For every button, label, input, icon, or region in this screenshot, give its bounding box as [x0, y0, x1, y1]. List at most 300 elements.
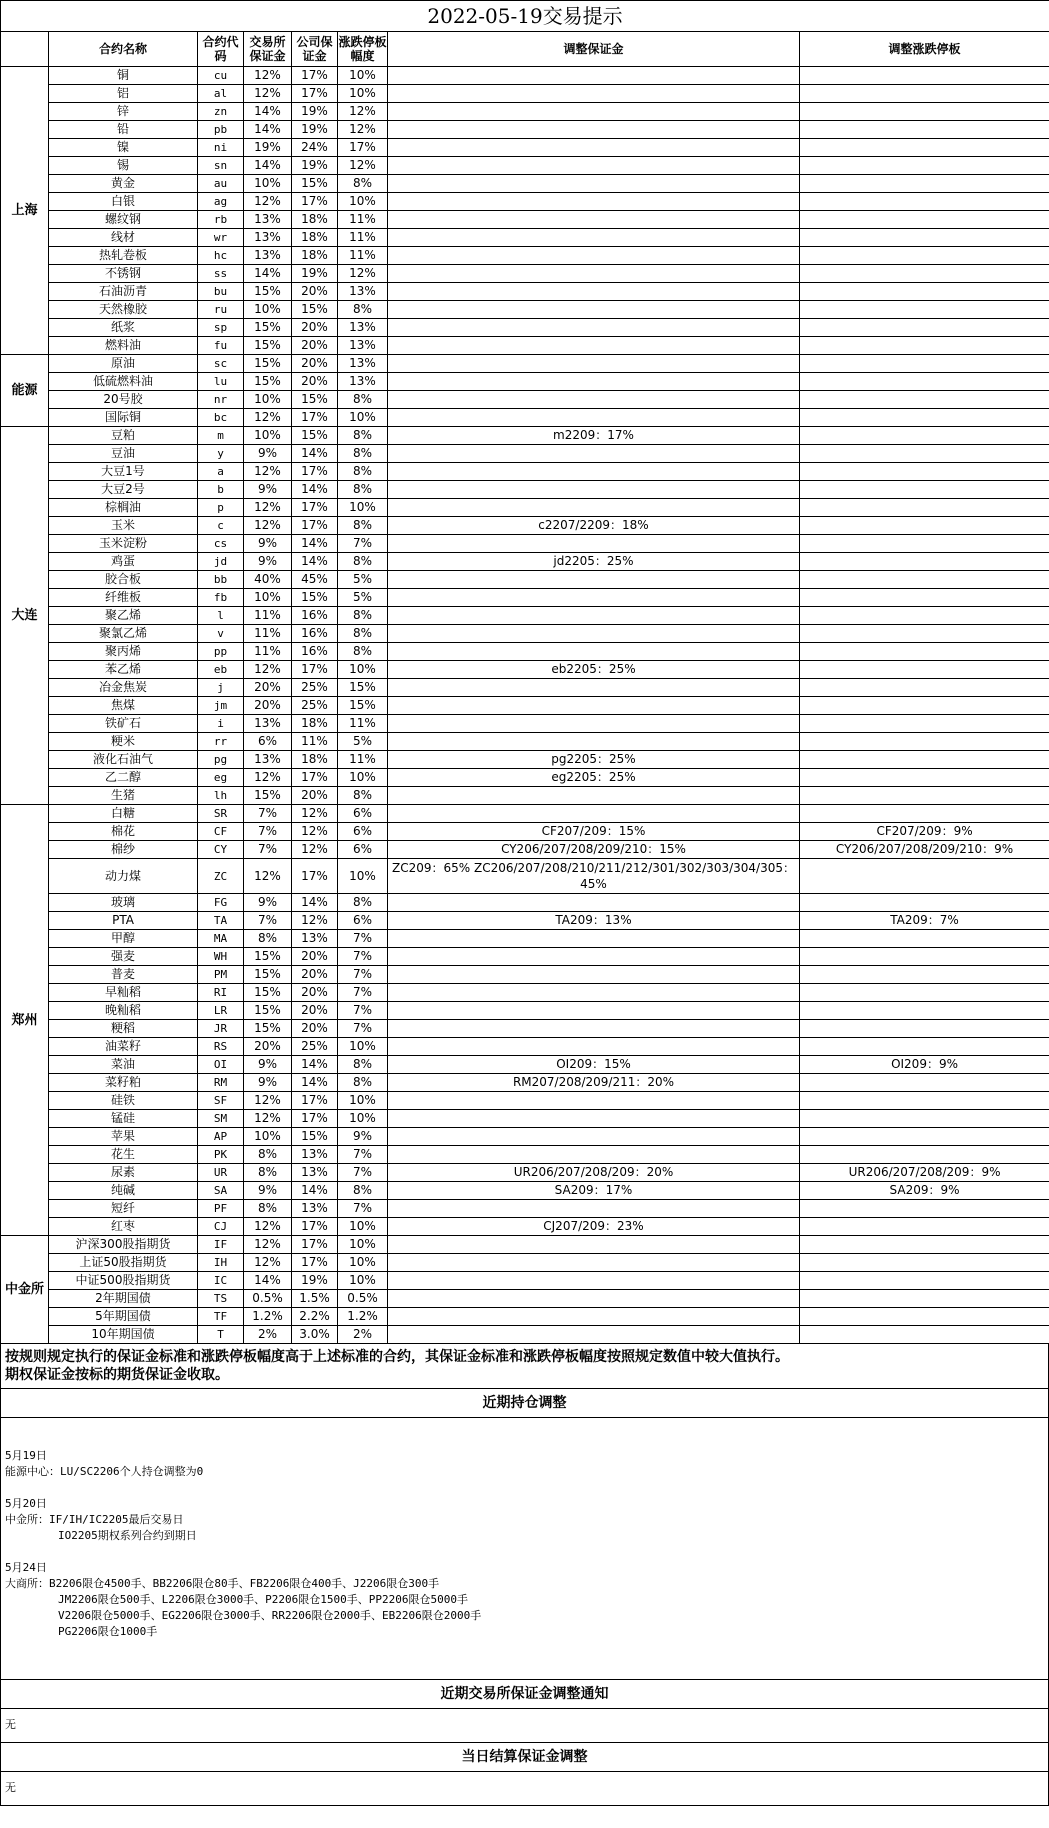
contract-code-cell: pb — [198, 121, 244, 139]
company-margin-cell: 20% — [292, 319, 338, 337]
adjust-limit-cell — [800, 481, 1049, 499]
contract-code-cell: bc — [198, 409, 244, 427]
adjust-margin-cell — [388, 948, 800, 966]
table-row — [1, 859, 1049, 894]
contract-name-cell: 热轧卷板 — [49, 247, 198, 265]
exchange-label: 上海 — [1, 67, 49, 355]
adjust-limit-cell — [800, 1074, 1049, 1092]
contract-code-cell: PM — [198, 966, 244, 984]
limit-range-cell: 8% — [338, 517, 388, 535]
adjust-limit-cell — [800, 175, 1049, 193]
table-row — [1, 715, 1049, 733]
contract-name-cell: PTA — [49, 912, 198, 930]
adjust-limit-cell: OI209：9% — [800, 1056, 1049, 1074]
company-margin-cell: 17% — [292, 499, 338, 517]
contract-code-cell: l — [198, 607, 244, 625]
contract-code-cell: T — [198, 1326, 244, 1344]
exchange-margin-cell: 12% — [244, 193, 292, 211]
adjust-limit-cell — [800, 948, 1049, 966]
company-margin-cell: 14% — [292, 553, 338, 571]
contract-name-cell: 2年期国债 — [49, 1290, 198, 1308]
table-row — [1, 1200, 1049, 1218]
company-margin-cell: 11% — [292, 733, 338, 751]
limit-range-cell: 10% — [338, 1110, 388, 1128]
contract-name-cell: 不锈钢 — [49, 265, 198, 283]
contract-code-cell: TS — [198, 1290, 244, 1308]
exchange-margin-cell: 14% — [244, 121, 292, 139]
adjust-margin-cell — [388, 481, 800, 499]
contract-code-cell: LR — [198, 1002, 244, 1020]
adjust-limit-cell — [800, 1326, 1049, 1344]
adjust-margin-cell — [388, 319, 800, 337]
adjust-margin-cell — [388, 1236, 800, 1254]
adjust-limit-cell — [800, 859, 1049, 894]
company-margin-cell: 12% — [292, 912, 338, 930]
contract-name-cell: 冶金焦炭 — [49, 679, 198, 697]
contract-name-cell: 苹果 — [49, 1128, 198, 1146]
header-row — [1, 32, 1049, 67]
exchange-margin-cell: 1.2% — [244, 1308, 292, 1326]
company-margin-cell: 17% — [292, 1092, 338, 1110]
contract-name-cell: 玉米淀粉 — [49, 535, 198, 553]
contract-name-cell: 沪深300股指期货 — [49, 1236, 198, 1254]
table-row — [1, 481, 1049, 499]
adjust-limit-cell — [800, 1308, 1049, 1326]
company-margin-cell: 20% — [292, 337, 338, 355]
adjust-margin-cell — [388, 805, 800, 823]
adjust-limit-cell: UR206/207/208/209：9% — [800, 1164, 1049, 1182]
table-row — [1, 301, 1049, 319]
table-row — [1, 948, 1049, 966]
exchange-margin-cell: 15% — [244, 984, 292, 1002]
company-margin-cell: 19% — [292, 121, 338, 139]
adjust-limit-cell — [800, 1146, 1049, 1164]
contract-code-cell: AP — [198, 1128, 244, 1146]
limit-range-cell: 8% — [338, 607, 388, 625]
exchange-margin-cell: 8% — [244, 930, 292, 948]
adjust-margin-cell — [388, 1020, 800, 1038]
table-row — [1, 787, 1049, 805]
company-margin-cell: 15% — [292, 1128, 338, 1146]
exchange-margin-cell: 40% — [244, 571, 292, 589]
exchange-margin-cell: 0.5% — [244, 1290, 292, 1308]
limit-range-cell: 13% — [338, 319, 388, 337]
company-margin-cell: 15% — [292, 175, 338, 193]
limit-range-cell: 15% — [338, 697, 388, 715]
company-margin-cell: 16% — [292, 607, 338, 625]
exchange-margin-notice-title: 近期交易所保证金调整通知 — [0, 1680, 1049, 1709]
contract-code-cell: fu — [198, 337, 244, 355]
limit-range-cell: 10% — [338, 1092, 388, 1110]
table-row — [1, 571, 1049, 589]
adjust-limit-cell — [800, 589, 1049, 607]
adjust-margin-cell — [388, 625, 800, 643]
contract-name-cell: 棕榈油 — [49, 499, 198, 517]
adjust-margin-cell — [388, 175, 800, 193]
limit-range-cell: 7% — [338, 930, 388, 948]
contract-code-cell: rr — [198, 733, 244, 751]
company-margin-cell: 17% — [292, 859, 338, 894]
header-adjust-limit: 调整涨跌停板 — [800, 32, 1049, 67]
adjust-limit-cell — [800, 85, 1049, 103]
adjust-limit-cell — [800, 1272, 1049, 1290]
adjust-margin-cell — [388, 966, 800, 984]
exchange-margin-cell: 8% — [244, 1146, 292, 1164]
table-row — [1, 121, 1049, 139]
company-margin-cell: 20% — [292, 787, 338, 805]
adjust-margin-cell — [388, 85, 800, 103]
adjust-limit-cell — [800, 499, 1049, 517]
company-margin-cell: 17% — [292, 193, 338, 211]
exchange-margin-cell: 12% — [244, 1218, 292, 1236]
adjust-margin-cell — [388, 1254, 800, 1272]
contract-name-cell: 纤维板 — [49, 589, 198, 607]
contract-name-cell: 线材 — [49, 229, 198, 247]
table-row — [1, 1218, 1049, 1236]
contract-name-cell: 锡 — [49, 157, 198, 175]
limit-range-cell: 8% — [338, 301, 388, 319]
header-exchange-margin: 交易所保证金 — [244, 32, 292, 67]
adjust-limit-cell — [800, 1236, 1049, 1254]
contract-name-cell: 聚丙烯 — [49, 643, 198, 661]
contract-name-cell: 棉花 — [49, 823, 198, 841]
contract-name-cell: 国际铜 — [49, 409, 198, 427]
adjust-limit-cell: CF207/209：9% — [800, 823, 1049, 841]
table-row — [1, 211, 1049, 229]
adjust-limit-cell — [800, 1254, 1049, 1272]
contract-name-cell: 白银 — [49, 193, 198, 211]
table-row — [1, 319, 1049, 337]
adjust-limit-cell — [800, 445, 1049, 463]
contract-name-cell: 红枣 — [49, 1218, 198, 1236]
limit-range-cell: 0.5% — [338, 1290, 388, 1308]
contract-code-cell: RI — [198, 984, 244, 1002]
limit-range-cell: 11% — [338, 211, 388, 229]
contract-code-cell: cu — [198, 67, 244, 85]
company-margin-cell: 15% — [292, 391, 338, 409]
table-row — [1, 1164, 1049, 1182]
contract-code-cell: wr — [198, 229, 244, 247]
adjust-margin-cell — [388, 337, 800, 355]
adjust-margin-cell — [388, 157, 800, 175]
company-margin-cell: 13% — [292, 1146, 338, 1164]
limit-range-cell: 7% — [338, 984, 388, 1002]
limit-range-cell: 7% — [338, 948, 388, 966]
adjust-margin-cell — [388, 1326, 800, 1344]
adjust-limit-cell — [800, 265, 1049, 283]
limit-range-cell: 8% — [338, 463, 388, 481]
exchange-margin-cell: 20% — [244, 697, 292, 715]
adjust-limit-cell — [800, 679, 1049, 697]
limit-range-cell: 5% — [338, 733, 388, 751]
company-margin-cell: 25% — [292, 1038, 338, 1056]
exchange-margin-cell: 10% — [244, 391, 292, 409]
table-row — [1, 337, 1049, 355]
table-row — [1, 463, 1049, 481]
position-adjust-body: 5月19日 能源中心：LU/SC2206个人持仓调整为0 5月20日 中金所：IF/IH/IC2205最后交易日 IO2205期权系列合约到期日 5月24日 大商所：B2206限仓4500手、BB2206限仓80手、FB2206限仓400手、J2206限仓300手 JM2206限仓500手、L2206限仓3000手、P2206限仓1500手、PP2206限仓5000手 V2206限仓5000手、EG2206限仓3000手、RR2206限仓2000手、EB2206限仓2000手 PG2206限仓1000手 — [0, 1418, 1049, 1680]
contract-code-cell: ag — [198, 193, 244, 211]
exchange-margin-cell: 12% — [244, 499, 292, 517]
contract-name-cell: 豆油 — [49, 445, 198, 463]
contract-code-cell: ni — [198, 139, 244, 157]
company-margin-cell: 12% — [292, 841, 338, 859]
exchange-margin-cell: 14% — [244, 103, 292, 121]
adjust-margin-cell: jd2205：25% — [388, 553, 800, 571]
contract-code-cell: OI — [198, 1056, 244, 1074]
company-margin-cell: 13% — [292, 930, 338, 948]
exchange-margin-cell: 12% — [244, 1254, 292, 1272]
limit-range-cell: 2% — [338, 1326, 388, 1344]
company-margin-cell: 20% — [292, 984, 338, 1002]
adjust-limit-cell — [800, 625, 1049, 643]
limit-range-cell: 7% — [338, 966, 388, 984]
contract-name-cell: 聚乙烯 — [49, 607, 198, 625]
contract-name-cell: 硅铁 — [49, 1092, 198, 1110]
contract-name-cell: 鸡蛋 — [49, 553, 198, 571]
adjust-margin-cell — [388, 121, 800, 139]
exchange-label: 郑州 — [1, 805, 49, 1236]
contract-name-cell: 中证500股指期货 — [49, 1272, 198, 1290]
contract-code-cell: IH — [198, 1254, 244, 1272]
contract-name-cell: 上证50股指期货 — [49, 1254, 198, 1272]
company-margin-cell: 16% — [292, 643, 338, 661]
adjust-limit-cell — [800, 427, 1049, 445]
limit-range-cell: 10% — [338, 1272, 388, 1290]
table-row — [1, 1056, 1049, 1074]
adjust-limit-cell — [800, 1110, 1049, 1128]
limit-range-cell: 8% — [338, 894, 388, 912]
contract-code-cell: fb — [198, 589, 244, 607]
company-margin-cell: 17% — [292, 409, 338, 427]
contract-code-cell: JR — [198, 1020, 244, 1038]
contract-code-cell: ZC — [198, 859, 244, 894]
exchange-margin-cell: 14% — [244, 1272, 292, 1290]
company-margin-cell: 14% — [292, 445, 338, 463]
limit-range-cell: 10% — [338, 67, 388, 85]
adjust-margin-cell — [388, 103, 800, 121]
adjust-margin-cell — [388, 679, 800, 697]
exchange-margin-cell: 19% — [244, 139, 292, 157]
exchange-margin-cell: 12% — [244, 517, 292, 535]
table-row — [1, 697, 1049, 715]
adjust-limit-cell — [800, 535, 1049, 553]
limit-range-cell: 12% — [338, 265, 388, 283]
contract-name-cell: 尿素 — [49, 1164, 198, 1182]
contract-code-cell: eg — [198, 769, 244, 787]
exchange-margin-cell: 15% — [244, 948, 292, 966]
contract-name-cell: 铁矿石 — [49, 715, 198, 733]
table-row — [1, 1074, 1049, 1092]
header-contract-code: 合约代码 — [198, 32, 244, 67]
contract-code-cell: SR — [198, 805, 244, 823]
exchange-margin-cell: 13% — [244, 715, 292, 733]
table-row — [1, 1272, 1049, 1290]
adjust-limit-cell — [800, 733, 1049, 751]
adjust-margin-cell — [388, 265, 800, 283]
adjust-margin-cell: SA209：17% — [388, 1182, 800, 1200]
table-row — [1, 139, 1049, 157]
contract-name-cell: 胶合板 — [49, 571, 198, 589]
company-margin-cell: 17% — [292, 769, 338, 787]
limit-range-cell: 11% — [338, 715, 388, 733]
exchange-margin-cell: 12% — [244, 463, 292, 481]
contract-code-cell: IF — [198, 1236, 244, 1254]
adjust-limit-cell — [800, 409, 1049, 427]
adjust-margin-cell — [388, 139, 800, 157]
adjust-margin-cell — [388, 247, 800, 265]
contract-code-cell: SM — [198, 1110, 244, 1128]
table-row — [1, 912, 1049, 930]
contract-name-cell: 纸浆 — [49, 319, 198, 337]
limit-range-cell: 11% — [338, 751, 388, 769]
contract-code-cell: ss — [198, 265, 244, 283]
adjust-limit-cell — [800, 1128, 1049, 1146]
exchange-margin-cell: 12% — [244, 661, 292, 679]
company-margin-cell: 17% — [292, 1236, 338, 1254]
company-margin-cell: 18% — [292, 247, 338, 265]
adjust-margin-cell — [388, 894, 800, 912]
adjust-limit-cell — [800, 553, 1049, 571]
table-row — [1, 355, 1049, 373]
contract-name-cell: 晚籼稻 — [49, 1002, 198, 1020]
contract-code-cell: FG — [198, 894, 244, 912]
exchange-margin-cell: 12% — [244, 67, 292, 85]
exchange-margin-cell: 10% — [244, 589, 292, 607]
adjust-margin-cell — [388, 535, 800, 553]
contract-name-cell: 液化石油气 — [49, 751, 198, 769]
exchange-margin-cell: 9% — [244, 553, 292, 571]
company-margin-cell: 13% — [292, 1164, 338, 1182]
contract-code-cell: jd — [198, 553, 244, 571]
company-margin-cell: 20% — [292, 355, 338, 373]
contract-code-cell: zn — [198, 103, 244, 121]
company-margin-cell: 25% — [292, 679, 338, 697]
adjust-margin-cell — [388, 193, 800, 211]
contract-name-cell: 5年期国债 — [49, 1308, 198, 1326]
exchange-margin-cell: 10% — [244, 175, 292, 193]
exchange-margin-cell: 12% — [244, 1092, 292, 1110]
limit-range-cell: 10% — [338, 193, 388, 211]
company-margin-cell: 17% — [292, 1110, 338, 1128]
adjust-limit-cell — [800, 930, 1049, 948]
limit-range-cell: 10% — [338, 661, 388, 679]
contract-name-cell: 焦煤 — [49, 697, 198, 715]
table-row — [1, 67, 1049, 85]
table-row — [1, 553, 1049, 571]
adjust-limit-cell — [800, 661, 1049, 679]
contract-code-cell: sp — [198, 319, 244, 337]
adjust-limit-cell — [800, 211, 1049, 229]
contract-code-cell: sc — [198, 355, 244, 373]
contract-name-cell: 菜籽粕 — [49, 1074, 198, 1092]
adjust-margin-cell — [388, 1290, 800, 1308]
adjust-limit-cell — [800, 894, 1049, 912]
adjust-limit-cell — [800, 607, 1049, 625]
table-row — [1, 589, 1049, 607]
contract-code-cell: RS — [198, 1038, 244, 1056]
exchange-label: 能源 — [1, 355, 49, 427]
limit-range-cell: 15% — [338, 679, 388, 697]
limit-range-cell: 13% — [338, 355, 388, 373]
contract-name-cell: 棉纱 — [49, 841, 198, 859]
company-margin-cell: 17% — [292, 661, 338, 679]
limit-range-cell: 17% — [338, 139, 388, 157]
table-row — [1, 1092, 1049, 1110]
adjust-margin-cell: CJ207/209：23% — [388, 1218, 800, 1236]
company-margin-cell: 12% — [292, 823, 338, 841]
table-row — [1, 409, 1049, 427]
exchange-margin-cell: 15% — [244, 966, 292, 984]
exchange-margin-cell: 7% — [244, 912, 292, 930]
adjust-margin-cell — [388, 373, 800, 391]
table-row — [1, 229, 1049, 247]
header-limit: 涨跌停板幅度 — [338, 32, 388, 67]
adjust-margin-cell — [388, 1308, 800, 1326]
exchange-margin-cell: 15% — [244, 787, 292, 805]
adjust-margin-cell — [388, 733, 800, 751]
contract-code-cell: hc — [198, 247, 244, 265]
contract-name-cell: 大豆1号 — [49, 463, 198, 481]
adjust-margin-cell — [388, 391, 800, 409]
table-row — [1, 661, 1049, 679]
adjust-limit-cell — [800, 337, 1049, 355]
contract-name-cell: 粳稻 — [49, 1020, 198, 1038]
limit-range-cell: 11% — [338, 229, 388, 247]
limit-range-cell: 8% — [338, 427, 388, 445]
contract-code-cell: lh — [198, 787, 244, 805]
adjust-limit-cell — [800, 391, 1049, 409]
exchange-margin-cell: 15% — [244, 355, 292, 373]
table-row — [1, 1128, 1049, 1146]
contract-code-cell: pp — [198, 643, 244, 661]
adjust-limit-cell — [800, 283, 1049, 301]
company-margin-cell: 16% — [292, 625, 338, 643]
adjust-limit-cell — [800, 769, 1049, 787]
adjust-limit-cell — [800, 463, 1049, 481]
table-row — [1, 499, 1049, 517]
table-row — [1, 193, 1049, 211]
contract-name-cell: 苯乙烯 — [49, 661, 198, 679]
limit-range-cell: 10% — [338, 499, 388, 517]
contract-name-cell: 普麦 — [49, 966, 198, 984]
table-row — [1, 1110, 1049, 1128]
exchange-margin-cell: 13% — [244, 229, 292, 247]
contract-code-cell: jm — [198, 697, 244, 715]
adjust-margin-cell — [388, 229, 800, 247]
company-margin-cell: 13% — [292, 1200, 338, 1218]
company-margin-cell: 24% — [292, 139, 338, 157]
limit-range-cell: 7% — [338, 1200, 388, 1218]
adjust-limit-cell — [800, 229, 1049, 247]
company-margin-cell: 12% — [292, 805, 338, 823]
exchange-margin-notice-body: 无 — [0, 1709, 1049, 1743]
exchange-margin-cell: 9% — [244, 535, 292, 553]
adjust-limit-cell — [800, 103, 1049, 121]
contract-name-cell: 动力煤 — [49, 859, 198, 894]
contract-name-cell: 纯碱 — [49, 1182, 198, 1200]
company-margin-cell: 3.0% — [292, 1326, 338, 1344]
adjust-margin-cell — [388, 1272, 800, 1290]
contract-code-cell: SF — [198, 1092, 244, 1110]
contract-name-cell: 螺纹钢 — [49, 211, 198, 229]
adjust-limit-cell — [800, 697, 1049, 715]
settlement-margin-body: 无 — [0, 1772, 1049, 1806]
limit-range-cell: 9% — [338, 1128, 388, 1146]
limit-range-cell: 10% — [338, 1038, 388, 1056]
exchange-margin-cell: 12% — [244, 409, 292, 427]
contract-name-cell: 20号胶 — [49, 391, 198, 409]
adjust-margin-cell — [388, 1128, 800, 1146]
